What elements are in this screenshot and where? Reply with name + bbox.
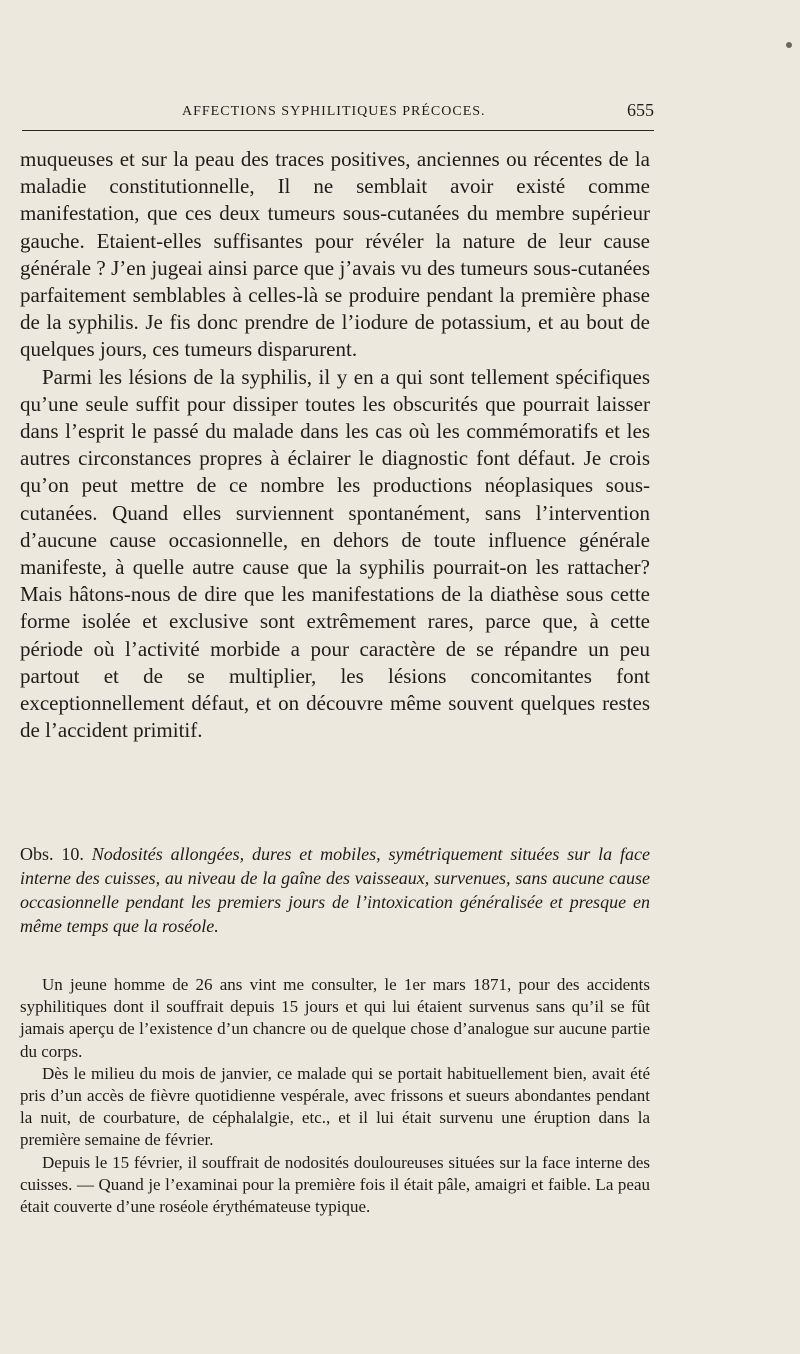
paragraph-2: Parmi les lésions de la syphilis, il y en a qui sont tellement spécifiques qu’une seule suffit pour dissiper toutes les obscurités que pourrait laisser dans l’esprit le passé du malade dans les cas où les commémoratifs et les autres circonstances propres à éclairer le diagnostic font défaut. Je crois qu’on peut mettre de ce nombre les productions néoplasiques sous-cutanées. Quand elles surviennent spontanément, sans l’intervention d’aucune cause occasionnelle, en dehors de toute influence générale manifeste, à quelle autre cause que la syphilis pourrait-on les rattacher? Mais hâtons-nous de dire que les manifestations de la diathèse sous cette forme isolée et exclusive sont extrêmement rares, parce que, à cette période où l’activité morbide a pour caractère de se répandre un peu partout et de se multiplier, les lésions concomitantes font exceptionnellement défaut, et on découvre même souvent quelques restes de l’accident primitif. [20,364,650,743]
running-title: AFFECTIONS SYPHILITIQUES PRÉCOCES. [182,104,486,119]
page-number: 655 [627,100,654,120]
observation-label: Obs. 10. [20,844,84,864]
ink-dot [786,42,792,48]
observation-heading [20,842,650,938]
case-paragraph-2: Dès le milieu du mois de janvier, ce malade qui se portait habituellement bien, avait été pris d’un accès de fièvre quotidienne vespérale, avec frissons et sueurs abondantes pendant la nuit, de courbature, de céphalalgie, etc., et il lui était survenu une éruption dans la première semaine de février. [20,1063,650,1150]
case-paragraph-3: Depuis le 15 février, il souffrait de nodosités douloureuses situées sur la face interne des cuisses. — Quand je l’examinai pour la première fois il était pâle, amaigri et faible. La peau était couverte d’une roséole érythémateuse typique. [20,1152,650,1217]
header-rule [22,130,654,131]
page-header [22,98,654,128]
case-text [20,974,650,1218]
observation-title: Nodosités allongées, dures et mobiles, symétriquement situées sur la face interne des cuisses, au niveau de la gaîne des vaisseaux, survenues, sans aucune cause occasionnelle pendant les premiers jours de l’intoxication généralisée et presque en même temps que la roséole. [20,844,650,936]
main-text [20,146,650,744]
paragraph-1: muqueuses et sur la peau des traces positives, anciennes ou récentes de la maladie constitutionnelle, Il ne semblait avoir existé comme manifestation, que ces deux tumeurs sous-cutanées du membre supérieur gauche. Etaient-elles suffisantes pour révéler la nature de leur cause générale ? J’en jugeai ainsi parce que j’avais vu des tumeurs sous-cutanées parfaitement semblables à celles-là se produire pendant la première phase de la syphilis. Je fis donc prendre de l’iodure de potassium, et au bout de quelques jours, ces tumeurs disparurent. [20,147,650,362]
case-paragraph-1: Un jeune homme de 26 ans vint me consulter, le 1er mars 1871, pour des accidents syphilitiques dont il souffrait depuis 15 jours et qui lui étaient survenus sans qu’il se fût jamais aperçu de l’existence d’un chancre ou de quelque chose d’analogue sur aucune partie du corps. [20,975,650,1061]
